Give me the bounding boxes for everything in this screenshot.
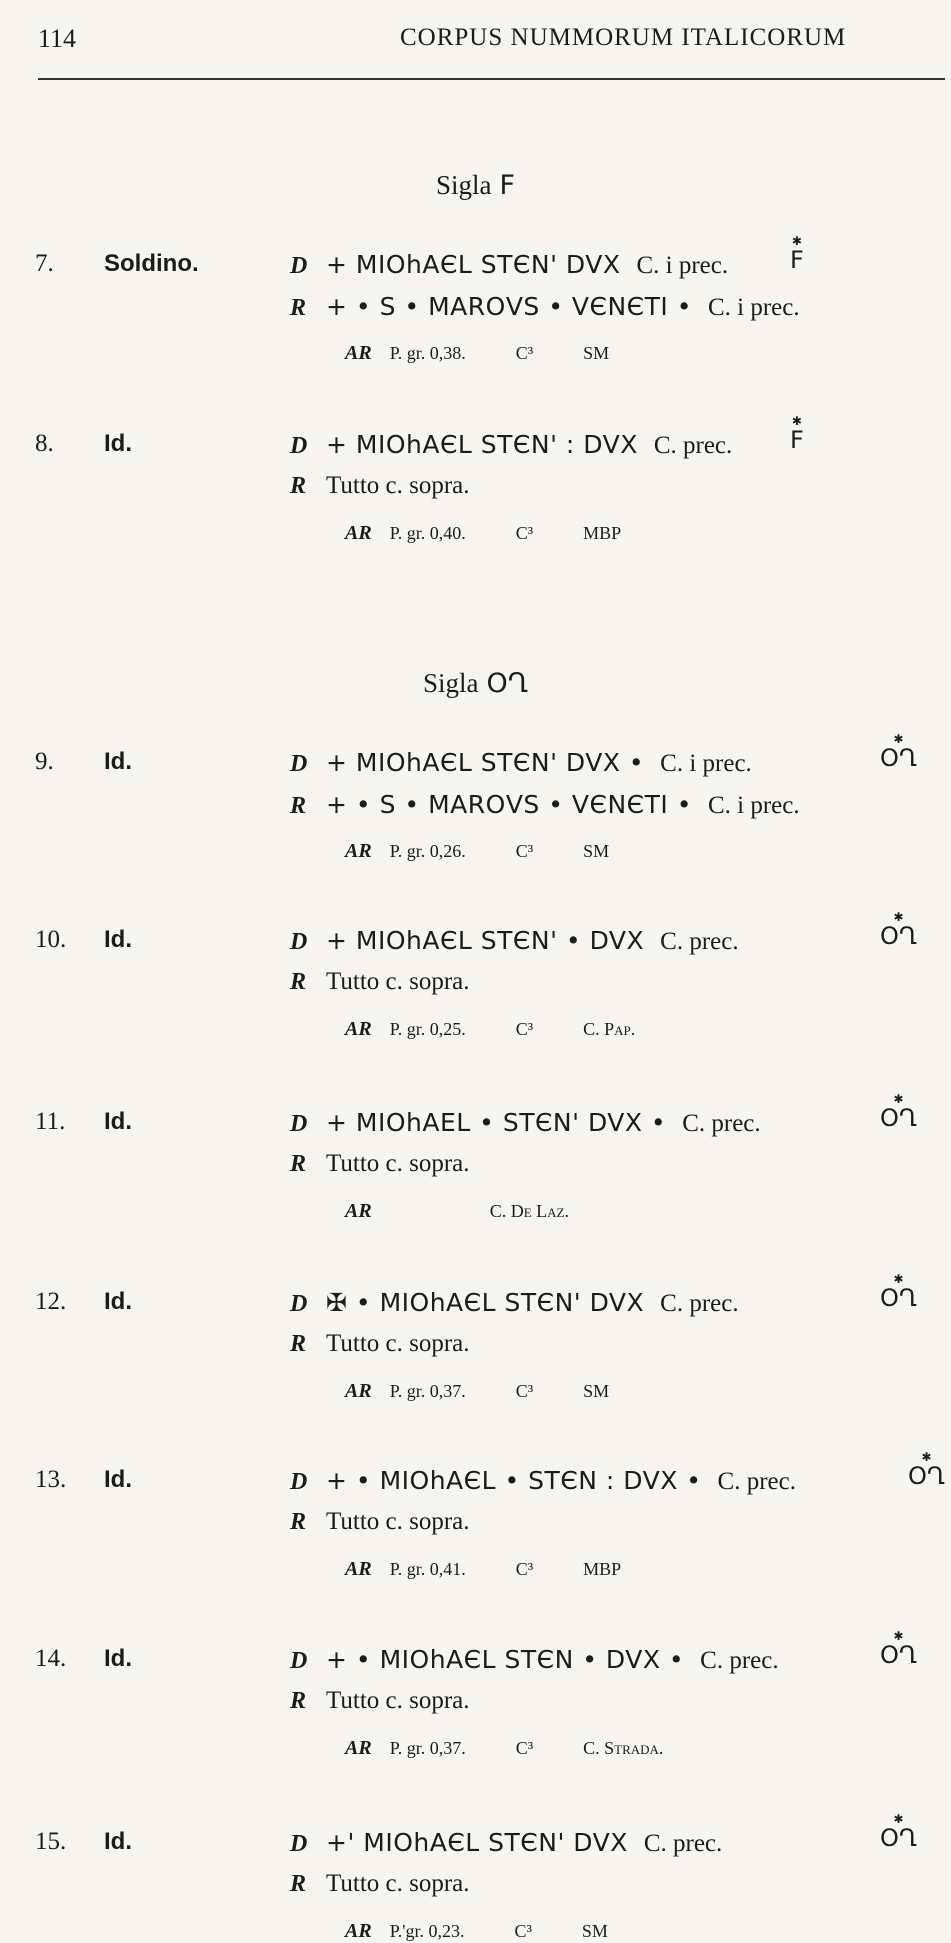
catalogue-ref: C³ (515, 1019, 534, 1039)
reverse-legend: Tutto c. sopra. (326, 1150, 470, 1177)
obverse-legend: + • MIՕhAЄL STЄN • DVX • (326, 1645, 685, 1674)
obverse-legend: ✠ • MIՕhAЄL STЄN' DVX (326, 1288, 645, 1317)
metal: AR (345, 342, 372, 364)
obverse-legend: + MIՕhAЄL STЄN' DVX • (326, 748, 645, 777)
coin-details (345, 1018, 685, 1041)
reverse-symbol: R (290, 1509, 307, 1535)
entry-number: 10. (35, 926, 67, 953)
weight: P. gr. 0,37. (389, 1381, 466, 1401)
denomination: Id. (104, 1466, 132, 1493)
coin-details (345, 1380, 659, 1403)
entry-number: 11. (35, 1108, 66, 1135)
section-title-sigla-f (0, 170, 951, 201)
weight: P. gr. 0,37. (389, 1738, 466, 1758)
obverse-legend: +' MIՕhAЄL STЄN' DVX (326, 1828, 628, 1857)
obverse-line (290, 1288, 739, 1318)
reverse-legend: Tutto c. sopra. (326, 1870, 470, 1897)
obverse-note: C. prec. (717, 1468, 796, 1495)
obverse-legend: + MIՕhAEL • STЄN' DVX • (326, 1108, 667, 1137)
weight: P.'gr. 0,23. (389, 1921, 465, 1941)
mark-letter: ՕՂ (880, 1104, 917, 1132)
sigla-label: Sigla (422, 668, 479, 698)
collection: MBP (583, 1559, 622, 1579)
denomination: Id. (104, 1828, 132, 1855)
metal: AR (345, 1200, 372, 1222)
reverse-symbol: R (290, 1871, 307, 1897)
sigla-mark (908, 1452, 945, 1490)
reverse-symbol: R (290, 295, 307, 321)
reverse-legend: + • S • MARՕVS • VЄNЄTI • (326, 790, 692, 819)
reverse-note: C. i prec. (707, 792, 800, 819)
asterisk-icon: ✱ (791, 414, 802, 428)
reverse-line (290, 1150, 486, 1178)
reverse-line (290, 1330, 486, 1358)
denomination: Soldino. (104, 250, 199, 277)
obverse-note: C. prec. (653, 432, 733, 459)
section-title-sigla-m (0, 668, 951, 699)
metal: AR (345, 840, 372, 862)
obverse-legend: + MIՕhAЄL STЄN' • DVX (326, 926, 645, 955)
collection: SM (581, 1921, 608, 1941)
header-rule (38, 78, 945, 80)
coin-details (345, 342, 659, 365)
sigla-mark (880, 1814, 917, 1852)
mark-letter: ՕՂ (908, 1462, 945, 1490)
mark-letter: F (790, 246, 804, 274)
collection: C. Strada. (583, 1738, 664, 1758)
page-header (38, 24, 868, 54)
coin-details (345, 1558, 671, 1581)
mark-letter: ՕՂ (880, 1641, 917, 1669)
obverse-legend: + MIՕhAЄL STЄN' DVX (326, 250, 621, 279)
coin-details (345, 840, 659, 863)
catalogue-ref: C³ (515, 523, 534, 543)
obverse-note: C. prec. (660, 928, 739, 955)
catalogue-ref: C³ (515, 1381, 534, 1401)
coin-details (345, 1920, 658, 1943)
reverse-line (290, 1870, 486, 1898)
reverse-legend: Tutto c. sopra. (326, 1330, 470, 1357)
mark-letter: ՕՂ (880, 922, 917, 950)
reverse-symbol: R (290, 1151, 307, 1177)
entry-number: 14. (35, 1645, 67, 1672)
obverse-line (290, 1828, 722, 1858)
obverse-symbol: D (290, 433, 308, 459)
obverse-line (290, 430, 732, 460)
collection: SM (583, 343, 610, 363)
metal: AR (345, 1737, 372, 1759)
catalogue-ref: C³ (515, 1738, 534, 1758)
obverse-line (290, 748, 752, 778)
obverse-symbol: D (290, 1111, 308, 1137)
reverse-legend: + • S • MARՕVS • VЄNЄTI • (326, 292, 692, 321)
obverse-symbol: D (290, 929, 308, 955)
weight: P. gr. 0,26. (389, 841, 466, 861)
catalogue-ref: C³ (515, 1559, 534, 1579)
entry-number: 12. (35, 1288, 67, 1315)
reverse-symbol: R (290, 793, 307, 819)
entry-number: 8. (35, 430, 54, 457)
sigla-symbol: F (499, 170, 516, 201)
collection: SM (583, 841, 610, 861)
denomination: Id. (104, 748, 132, 775)
sigla-mark (880, 734, 917, 772)
coin-details (345, 1200, 619, 1223)
obverse-legend: + • MIՕhAЄL • STЄN : DVX • (326, 1466, 702, 1495)
obverse-line (290, 250, 728, 280)
obverse-symbol: D (290, 1831, 308, 1857)
reverse-line (290, 472, 486, 500)
reverse-symbol: R (290, 969, 307, 995)
obverse-legend: + MIՕhAЄL STЄN' : DVX (326, 430, 638, 459)
collection: MBP (583, 523, 622, 543)
entry-number: 13. (35, 1466, 67, 1493)
weight: P. gr. 0,38. (389, 343, 466, 363)
entry-number: 7. (35, 250, 54, 277)
asterisk-icon: ✱ (893, 1812, 904, 1826)
obverse-symbol: D (290, 253, 308, 279)
obverse-line (290, 1108, 761, 1138)
reverse-legend: Tutto c. sopra. (326, 968, 470, 995)
sigla-mark (880, 1631, 917, 1669)
weight: P. gr. 0,41. (389, 1559, 466, 1579)
sigla-mark (790, 416, 804, 454)
asterisk-icon: ✱ (921, 1450, 932, 1464)
obverse-line (290, 1466, 796, 1496)
reverse-line (290, 1508, 486, 1536)
asterisk-icon: ✱ (893, 732, 904, 746)
collection: C. De Laz. (489, 1201, 569, 1221)
sigla-mark (880, 1094, 917, 1132)
sigla-mark (880, 1274, 917, 1312)
metal: AR (345, 522, 372, 544)
asterisk-icon: ✱ (893, 1092, 904, 1106)
entry-number: 15. (35, 1828, 67, 1855)
sigla-symbol: ՕՂ (486, 668, 529, 699)
obverse-symbol: D (290, 1291, 308, 1317)
collection: C. Pap. (583, 1019, 636, 1039)
catalogue-ref: C³ (515, 841, 534, 861)
obverse-symbol: D (290, 1648, 308, 1674)
reverse-note: C. i prec. (707, 294, 800, 321)
reverse-line (290, 292, 800, 322)
catalogue-ref: C³ (514, 1921, 532, 1941)
denomination: Id. (104, 1645, 132, 1672)
asterisk-icon: ✱ (893, 1272, 904, 1286)
catalogue-ref: C³ (515, 343, 534, 363)
page-number: 114 (38, 24, 77, 53)
reverse-line (290, 1687, 486, 1715)
obverse-note: C. prec. (700, 1647, 779, 1674)
mark-letter: ՕՂ (880, 744, 917, 772)
reverse-line (290, 790, 800, 820)
reverse-symbol: R (290, 473, 307, 499)
obverse-line (290, 926, 739, 956)
coin-details (345, 522, 671, 545)
sigla-mark (880, 912, 917, 950)
obverse-note: C. i prec. (660, 750, 752, 777)
denomination: Id. (104, 430, 132, 457)
obverse-note: C. i prec. (636, 252, 729, 279)
mark-letter: ՕՂ (880, 1284, 917, 1312)
obverse-line (290, 1645, 779, 1675)
mark-letter: F (790, 426, 804, 454)
running-title: CORPUS NUMMORUM ITALICORUM (400, 24, 847, 51)
mark-letter: ՕՂ (880, 1824, 917, 1852)
obverse-note: C. prec. (682, 1110, 761, 1137)
reverse-legend: Tutto c. sopra. (326, 1508, 470, 1535)
sigla-label: Sigla (435, 170, 492, 200)
reverse-legend: Tutto c. sopra. (326, 1687, 470, 1714)
reverse-symbol: R (290, 1688, 307, 1714)
metal: AR (345, 1380, 372, 1402)
entry-number: 9. (35, 748, 54, 775)
coin-details (345, 1737, 713, 1760)
asterisk-icon: ✱ (893, 1629, 904, 1643)
obverse-symbol: D (290, 751, 308, 777)
reverse-legend: Tutto c. sopra. (326, 472, 470, 499)
metal: AR (345, 1558, 372, 1580)
asterisk-icon: ✱ (791, 234, 802, 248)
reverse-symbol: R (290, 1331, 307, 1357)
denomination: Id. (104, 1108, 132, 1135)
sigla-mark (790, 236, 804, 274)
obverse-note: C. prec. (643, 1830, 723, 1857)
obverse-symbol: D (290, 1469, 308, 1495)
obverse-note: C. prec. (660, 1290, 739, 1317)
weight: P. gr. 0,40. (389, 523, 466, 543)
denomination: Id. (104, 926, 132, 953)
metal: AR (345, 1920, 372, 1942)
collection: SM (583, 1381, 610, 1401)
weight: P. gr. 0,25. (389, 1019, 466, 1039)
reverse-line (290, 968, 486, 996)
asterisk-icon: ✱ (893, 910, 904, 924)
denomination: Id. (104, 1288, 132, 1315)
metal: AR (345, 1018, 372, 1040)
